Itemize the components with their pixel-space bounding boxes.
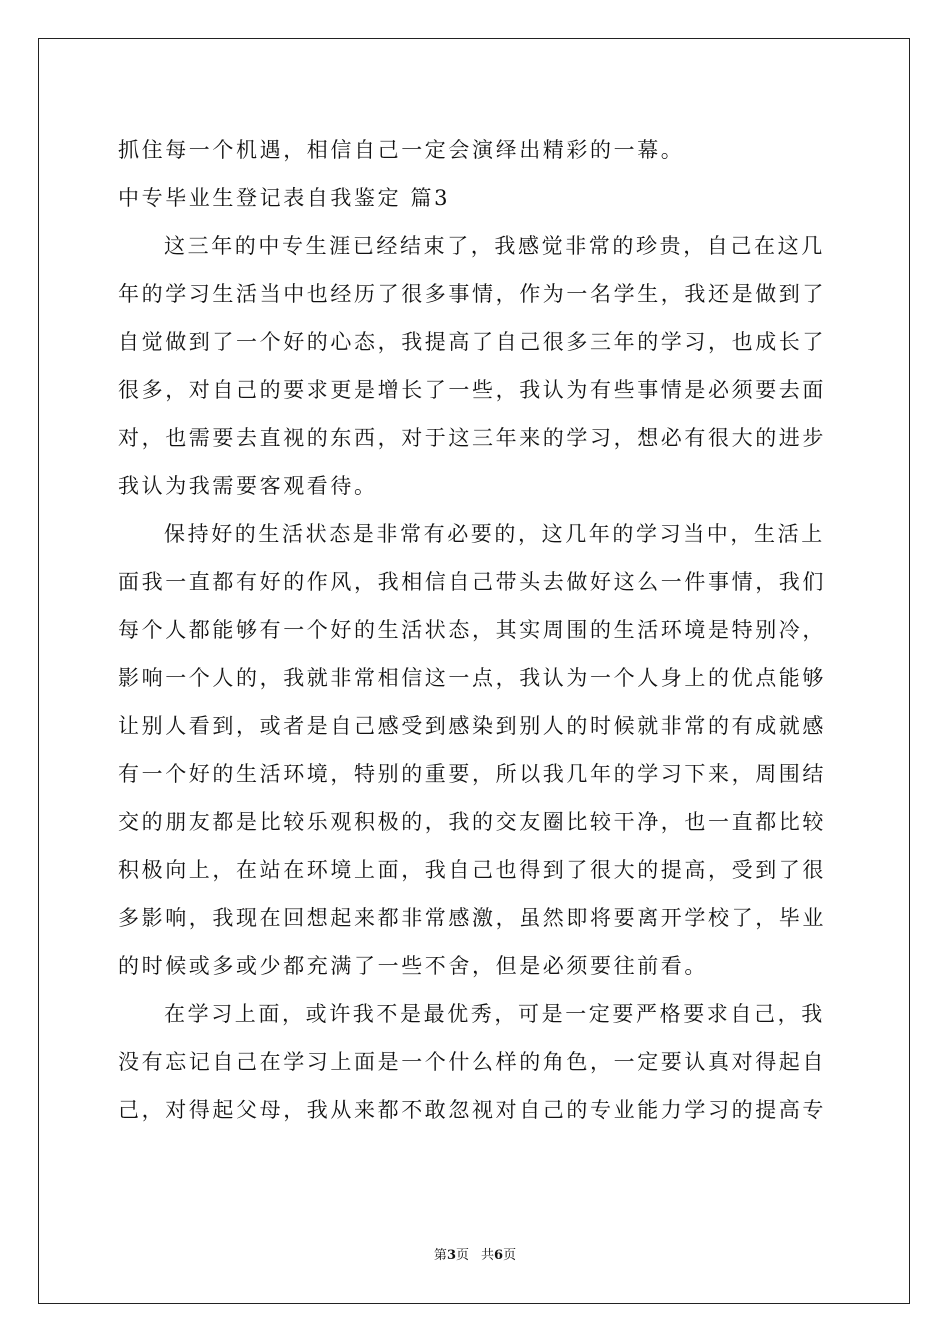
page-total: 6 — [494, 1248, 504, 1263]
text-line-continuation: 抓住每一个机遇，相信自己一定会演绎出精彩的一幕。 — [118, 138, 685, 162]
total-suffix: 页 — [503, 1248, 517, 1263]
section-heading: 中专毕业生登记表自我鉴定 篇3 — [118, 186, 451, 210]
total-prefix: 共 — [481, 1248, 495, 1263]
page-prefix: 第 — [433, 1248, 447, 1263]
paragraph-1: 这三年的中专生涯已经结束了，我感觉非常的珍贵，自己在这几年的学习生活当中也经历了很多事情，作为一名学生，我还是做到了自觉做到了一个好的心态，我提高了自己很多三年的学习，也成长了很多，对自己的要求更是增长了一些，我认为有些事情是必须要去面对，也需要去直视的东西，对于这三年来的学习，想必有很大的进步我认为我需要客观看待。 — [118, 234, 826, 498]
page-suffix: 页 — [455, 1248, 469, 1263]
document-body — [118, 126, 832, 1134]
paragraph-3: 在学习上面，或许我不是最优秀，可是一定要严格要求自己，我没有忘记自己在学习上面是一个什么样的角色，一定要认真对得起自己，对得起父母，我从来都不敢忽视对自己的专业能力学习的提高专 — [118, 1002, 826, 1122]
page-footer — [0, 1244, 950, 1263]
page-current: 3 — [446, 1248, 456, 1263]
paragraph-2: 保持好的生活状态是非常有必要的，这几年的学习当中，生活上面我一直都有好的作风，我相信自己带头去做好这么一件事情，我们每个人都能够有一个好的生活状态，其实周围的生活环境是特别冷，影响一个人的，我就非常相信这一点，我认为一个人身上的优点能够让别人看到，或者是自己感受到感染到别人的时候就非常的有成就感有一个好的生活环境，特别的重要，所以我几年的学习下来，周围结交的朋友都是比较乐观积极的，我的交友圈比较干净，也一直都比较积极向上，在站在环境上面，我自己也得到了很大的提高，受到了很多影响，我现在回想起来都非常感激，虽然即将要离开学校了，毕业的时候或多或少都充满了一些不舍，但是必须要往前看。 — [118, 522, 826, 978]
